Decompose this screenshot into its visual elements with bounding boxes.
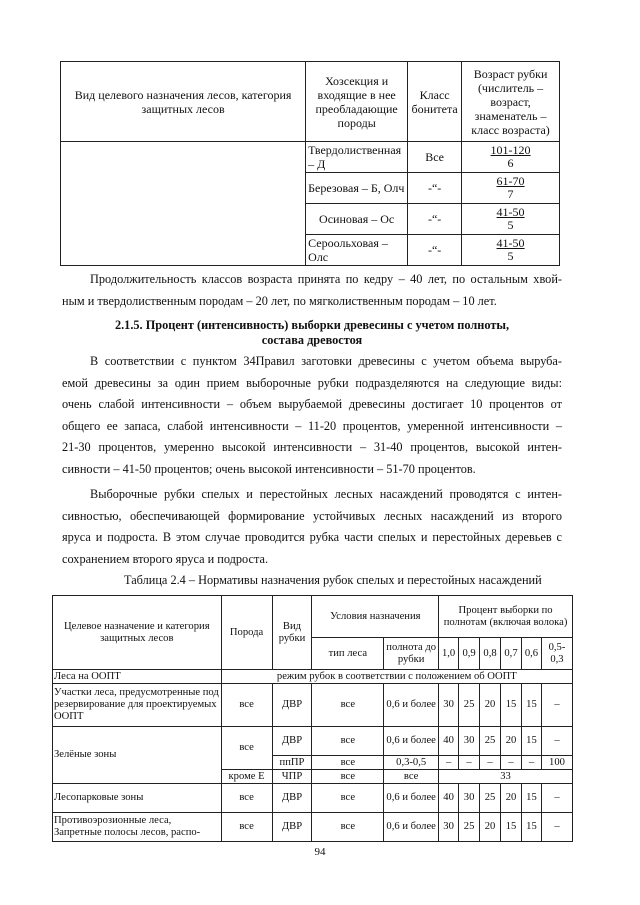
header-conditions: Условия назначения [312, 596, 439, 638]
text-line: емой древесины за один прием выборочные рубки подразделяются на следующие виды: [62, 375, 562, 390]
header-bonitet: Класс бонитета [408, 62, 462, 142]
header-age: Возраст рубки (числитель – возраст, знаменатель – класс возраста) [462, 62, 560, 142]
age-denominator: 5 [507, 218, 514, 232]
value-cell: – [480, 756, 501, 770]
text-line: общего ее запаса, слабой интенсивности – 11-20 процентов, умеренной интенсивности – [62, 418, 562, 433]
header-density-value: 0,8 [480, 638, 501, 670]
species-cell: все [221, 684, 272, 727]
section-cell: Березовая – Б, Олч [306, 173, 408, 204]
purpose-cell [61, 142, 306, 266]
value-cell: – [541, 684, 572, 727]
value-cell: 30 [439, 684, 459, 727]
value-cell: – [501, 756, 522, 770]
bonitet-cell: -“- [408, 173, 462, 204]
value-cell: 30 [459, 784, 480, 813]
value-cell: 15 [521, 727, 541, 756]
value-cell: 25 [459, 813, 480, 842]
value-cell: 20 [501, 727, 522, 756]
section-cell: Твердолиственная – Д [306, 142, 408, 173]
value-cell: 40 [439, 784, 459, 813]
cut-cell: ДВР [272, 813, 312, 842]
header-density-value: 0,6 [521, 638, 541, 670]
cut-cell: ДВР [272, 727, 312, 756]
value-cell: – [541, 727, 572, 756]
cut-cell: ДВР [272, 784, 312, 813]
text-line: сивности – 41-50 процентов; очень высокой интенсивности – 51-70 процентов. [62, 461, 476, 476]
value-cell: 15 [501, 684, 522, 727]
table-header-row [53, 596, 573, 638]
species-cell: кроме Е [221, 770, 272, 784]
type-cell: все [312, 784, 384, 813]
purpose-cell: Леса на ООПТ [53, 670, 222, 684]
value-cell: 25 [480, 784, 501, 813]
age-numerator: 61-70 [496, 174, 525, 188]
text-line: В соответствии с пунктом 34Правил заготовки древесины с учетом объема выруба- [90, 354, 562, 368]
header-density-value: 0,7 [501, 638, 522, 670]
header-purpose: Вид целевого назначения лесов, категория защитных лесов [61, 62, 306, 142]
age-cell [462, 235, 560, 266]
value-cell: – [541, 784, 572, 813]
age-cell [462, 204, 560, 235]
text-line: ным и твердолиственным породам – 20 лет, по мягколиственным породам – 10 лет. [62, 293, 497, 308]
bonitet-cell: -“- [408, 204, 462, 235]
purpose-cell: Зелёные зоны [53, 727, 222, 784]
value-cell: – [439, 756, 459, 770]
density-cell: все [384, 770, 439, 784]
density-cell: 0,3-0,5 [384, 756, 439, 770]
bonitet-cell: Все [408, 142, 462, 173]
page-number: 94 [314, 846, 326, 858]
text-line: 21-30 процентов, умеренно высокой интенсивности – 31-40 процентов, высокой интен- [62, 440, 562, 454]
header-density-value: 0,9 [459, 638, 480, 670]
age-numerator: 41-50 [496, 205, 525, 219]
header-purpose: Целевое назначение и категория защитных лесов [53, 596, 222, 670]
species-cell: все [221, 784, 272, 813]
type-cell: все [312, 727, 384, 756]
type-cell: все [312, 756, 384, 770]
section-heading [62, 318, 562, 348]
value-cell: 25 [459, 684, 480, 727]
value-cell: 15 [521, 813, 541, 842]
type-cell: все [312, 684, 384, 727]
type-cell: все [312, 813, 384, 842]
value-cell: – [521, 756, 541, 770]
value-cell: 33 [439, 770, 573, 784]
text-line: сохранением второго яруса и подроста. [62, 551, 269, 566]
table-row [53, 727, 573, 756]
table-row [53, 670, 573, 684]
text-line: сивностью, обеспечивающей формирование устойчивых лесных насаждений из второго [62, 508, 562, 523]
value-cell: – [459, 756, 480, 770]
paragraph-intensity [62, 351, 562, 480]
type-cell: все [312, 770, 384, 784]
age-numerator: 41-50 [496, 236, 525, 250]
header-section: Хозсекция и входящие в нее преобладающие породы [306, 62, 408, 142]
section-cell: Сероольховая – Олс [306, 235, 408, 266]
age-denominator: 5 [507, 249, 514, 263]
age-denominator: 6 [507, 156, 514, 170]
header-percent: Процент выборки по полнотам (включая волока) [439, 596, 573, 638]
density-cell: 0,6 и более [384, 684, 439, 727]
value-cell: 15 [521, 684, 541, 727]
value-cell: 30 [459, 727, 480, 756]
species-cell: все [221, 813, 272, 842]
value-cell: 20 [480, 684, 501, 727]
table-row [53, 684, 573, 727]
header-density: полнота до рубки [384, 638, 439, 670]
paragraph-age-classes [62, 269, 562, 312]
header-species: Порода [221, 596, 272, 670]
purpose-cell: Лесопарковые зоны [53, 784, 222, 813]
header-density-value: 0,5-0,3 [541, 638, 572, 670]
norms-table [52, 595, 573, 842]
value-cell: 15 [501, 813, 522, 842]
header-cut-type: Вид рубки [272, 596, 312, 670]
density-cell: 0,6 и более [384, 813, 439, 842]
table-row [53, 784, 573, 813]
purpose-cell: Противоэрозионные леса, Запретные полосы лесов, распо- [53, 813, 222, 842]
value-cell: – [541, 813, 572, 842]
heading-line: 2.1.5. Процент (интенсивность) выборки древесины с учетом полноты, [114, 318, 510, 332]
text-line: Продолжительность классов возраста принята по кедру – 40 лет, по остальным хвой- [90, 272, 562, 286]
age-numerator: 101-120 [490, 143, 531, 157]
value-cell: 20 [501, 784, 522, 813]
table-row [53, 813, 573, 842]
paragraph-selective-cutting [62, 484, 562, 570]
age-table [60, 61, 560, 266]
table-caption: Таблица 2.4 – Нормативы назначения рубок спелых и перестойных насаждений [124, 573, 542, 587]
cut-cell: ДВР [272, 684, 312, 727]
value-cell: 30 [439, 813, 459, 842]
bonitet-cell: -“- [408, 235, 462, 266]
text-line: очень слабой интенсивности – объем вырубаемой древесины достигает 10 процентов от [62, 397, 562, 411]
note-cell: режим рубок в соответствии с положением об ООПТ [221, 670, 572, 684]
value-cell: 25 [480, 727, 501, 756]
text-line: Выборочные рубки спелых и перестойных лесных насаждений проводятся с интен- [90, 487, 562, 501]
value-cell: 40 [439, 727, 459, 756]
cut-cell: ЧПР [272, 770, 312, 784]
header-forest-type: тип леса [312, 638, 384, 670]
table-row [61, 142, 560, 173]
value-cell: 100 [541, 756, 572, 770]
density-cell: 0,6 и более [384, 784, 439, 813]
age-denominator: 7 [507, 187, 514, 201]
age-cell [462, 173, 560, 204]
cut-cell: ппПР [272, 756, 312, 770]
table-header-row [61, 62, 560, 142]
text-line: яруса и подроста. В этом случае проводится рубка части спелых и перестойных деревьев с [62, 530, 562, 544]
value-cell: 15 [521, 784, 541, 813]
age-cell [462, 142, 560, 173]
density-cell: 0,6 и более [384, 727, 439, 756]
species-cell: все [221, 727, 272, 770]
heading-line: состава древостоя [261, 333, 363, 347]
header-density-value: 1,0 [439, 638, 459, 670]
purpose-cell: Участки леса, предусмотренные под резервирование для проектируемых ООПТ [53, 684, 222, 727]
value-cell: 20 [480, 813, 501, 842]
section-cell: Осиновая – Ос [306, 204, 408, 235]
